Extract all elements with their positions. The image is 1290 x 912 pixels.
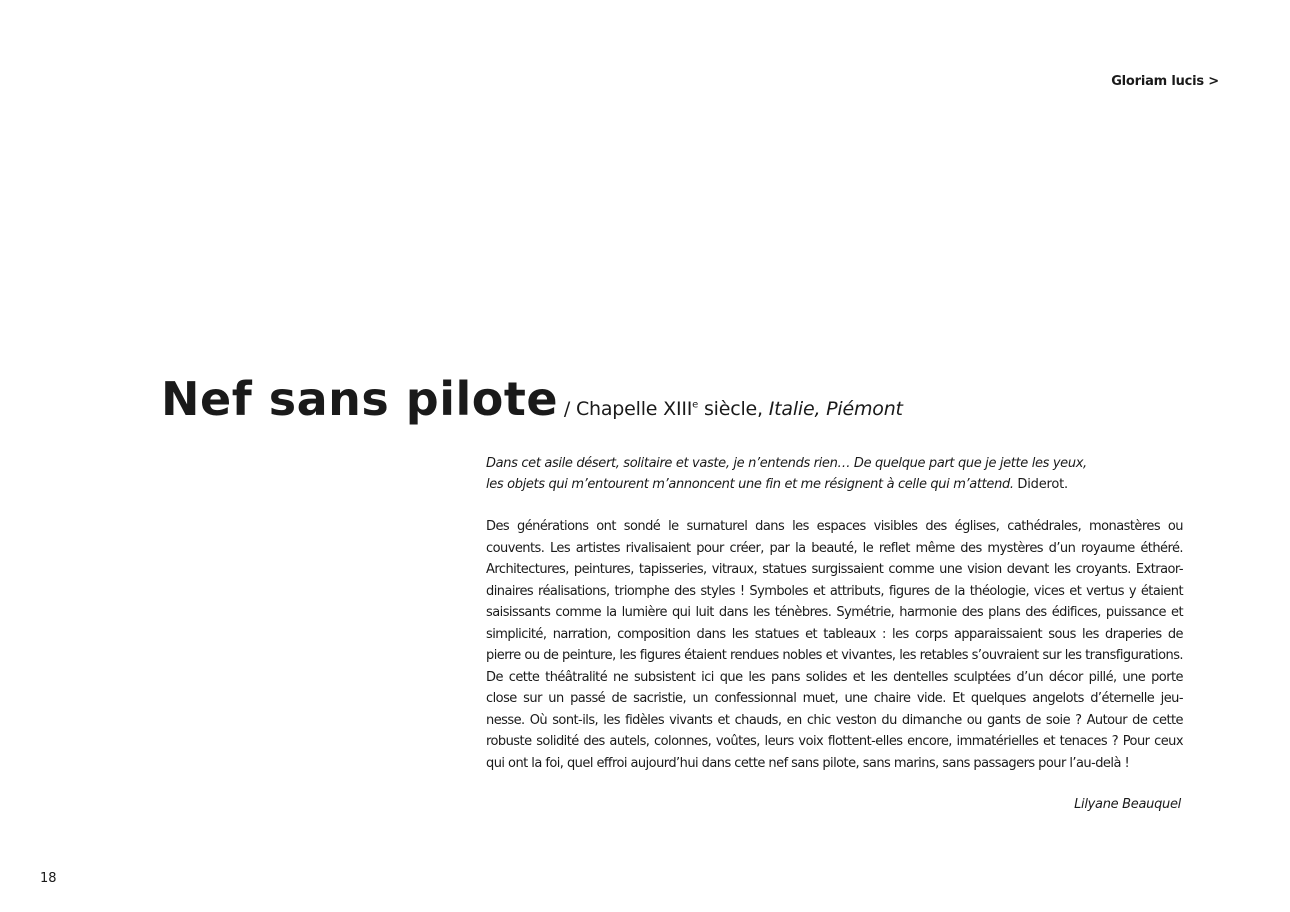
body-line: simplicité, narration, composition dans les statues et tableaux : les corps apparaissaient sous les draperies de <box>486 626 1183 642</box>
author-signature: Lilyane Beauquel <box>1074 797 1181 812</box>
page-number: 18 <box>40 871 57 886</box>
subtitle-century-superscript: e <box>692 399 699 411</box>
page-subtitle <box>558 398 903 420</box>
body-line: Architectures, peintures, tapisseries, vitraux, statues surgissaient comme une vision devant les croyants. Extraor- <box>486 562 1183 577</box>
next-section-link[interactable]: Gloriam lucis > <box>1111 74 1219 89</box>
epigraph-quote <box>486 453 1186 495</box>
body-paragraph <box>486 516 1183 774</box>
body-line: dinaires réalisations, triomphe des styles ! Symboles et attributs, figures de la théologie, vices et vertus y étaient <box>486 583 1183 599</box>
subtitle-location: Italie, Piémont <box>768 398 903 420</box>
quote-line-with-author <box>486 474 1186 495</box>
title-row <box>161 372 903 426</box>
quote-line: Dans cet asile désert, solitaire et vaste, je n’entends rien… De quelque part que je jette les yeux, <box>486 456 1087 471</box>
body-line: qui ont la foi, quel effroi aujourd’hui dans cette nef sans pilote, sans marins, sans passagers pour l’au-delà ! <box>486 755 1130 771</box>
body-line: couvents. Les artistes rivalisaient pour créer, par la beauté, le reflet même des mystères d’un royaume éthéré. <box>486 540 1183 556</box>
subtitle-century-suffix: siècle, <box>698 398 769 420</box>
body-line: close sur un passé de sacristie, un confessionnal muet, une chaire vide. Et quelques angelots d’éternelle jeu- <box>486 691 1183 706</box>
page-title: Nef sans pilote <box>161 372 559 426</box>
subtitle-chapel: Chapelle XIII <box>575 398 693 420</box>
body-line: pierre ou de peinture, les figures étaient rendues nobles et vivantes, les retables s’ouvraient sur les transfigurations. <box>486 648 1183 663</box>
subtitle-separator: / <box>558 398 576 420</box>
body-line: robuste solidité des autels, colonnes, voûtes, leurs voix flottent-elles encore, immatérielles et tenaces ? Pour ceux <box>486 734 1183 749</box>
body-line: nesse. Où sont-ils, les fidèles vivants et chauds, en chic veston du dimanche ou gants de soie ? Autour de cette <box>486 712 1183 728</box>
quote-line: les objets qui m’entourent m’annoncent une fin et me résignent à celle qui m’attend. <box>486 477 1018 492</box>
body-line: De cette théâtralité ne subsistent ici que les pans solides et les dentelles sculptées d’un décor pillé, une porte <box>486 669 1183 685</box>
quote-author: Diderot. <box>1017 477 1068 492</box>
body-line: Des générations ont sondé le surnaturel dans les espaces visibles des églises, cathédrales, monastères ou <box>486 519 1183 534</box>
body-line: saisissants comme la lumière qui luit dans les ténèbres. Symétrie, harmonie des plans des édifices, puissance et <box>486 605 1183 620</box>
